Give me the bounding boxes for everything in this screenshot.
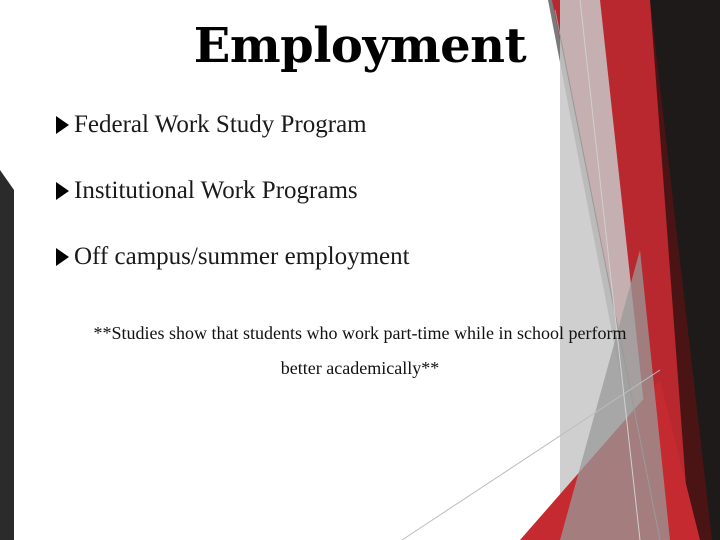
study-note bbox=[40, 316, 680, 386]
bullet-item bbox=[56, 224, 410, 290]
bullet-text: Off campus/summer employment bbox=[74, 243, 410, 270]
bullet-list bbox=[56, 92, 410, 290]
bullet-item bbox=[56, 92, 410, 158]
left-dark-strip bbox=[0, 170, 14, 540]
bullet-text: Federal Work Study Program bbox=[74, 111, 367, 138]
study-note-line-2: better academically** bbox=[280, 358, 440, 378]
triangle-right-icon bbox=[56, 182, 69, 200]
bullet-text: Institutional Work Programs bbox=[74, 177, 358, 204]
bullet-item bbox=[56, 158, 410, 224]
slide-title: Employment bbox=[193, 18, 527, 74]
study-note-line-1: **Studies show that students who work part-time while in school perform bbox=[93, 323, 627, 343]
triangle-right-icon bbox=[56, 116, 69, 134]
triangle-right-icon bbox=[56, 248, 69, 266]
